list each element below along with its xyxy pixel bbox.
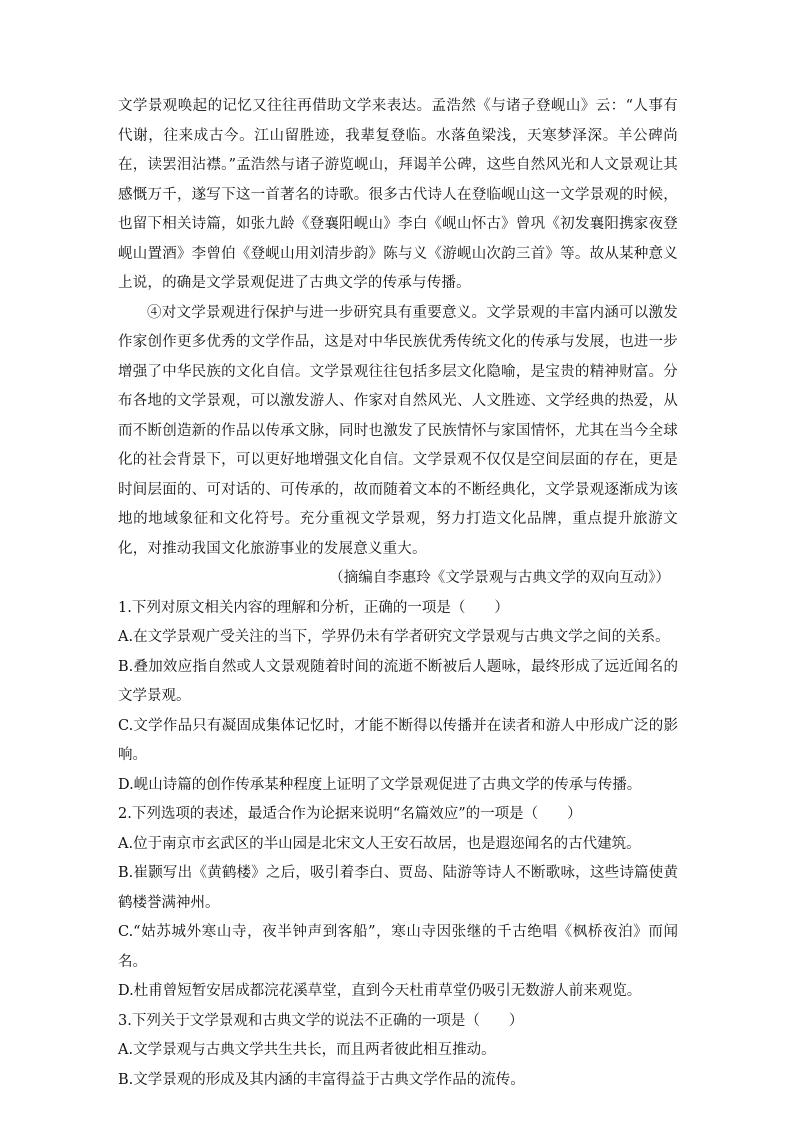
question-stem: 3.下列关于文学景观和古典文学的说法不正确的一项是（ ） (118, 1012, 524, 1029)
option-a: A.在文学景观广受关注的当下，学界仍未有学者研究文学景观与古典文学之间的关系。 (118, 629, 670, 645)
document-page (118, 92, 678, 1095)
question-1 (118, 594, 678, 801)
option-a: A.文学景观与古典文学共生共长，而且两者彼此相互推动。 (118, 1042, 496, 1058)
passage-paragraph-3: 文学景观唤起的记忆又往往再借助文学来表达。孟浩然《与诸子登岘山》云：“人事有代谢，往来成古今。江山留胜迹，我辈复登临。水落鱼梁浅，天寒梦泽深。羊公碑尚在，读罢泪沾襟。”孟浩然与诸子游览岘山，拜谒羊公碑，这些自然风光和人文景观让其感慨万千，遂写下这一首著名的诗歌。很多古代诗人在登临岘山这一文学景观的时候，也留下相关诗篇，如张九龄《登襄阳岘山》李白《岘山怀古》曾巩《初发襄阳携家夜登岘山置酒》李曾伯《登岘山用刘清步韵》陈与义《游岘山次韵三首》等。故从某种意义上说，的确是文学景观促进了古典文学的传承与传播。 (118, 98, 678, 291)
question-3 (118, 1007, 678, 1096)
option-c: C.文学作品只有凝固成集体记忆时，才能不断得以传播并在读者和游人中形成广泛的影响。 (118, 717, 678, 763)
question-2 (118, 800, 678, 1007)
question-stem: 1.下列对原文相关内容的理解和分析，正确的一项是（ ） (118, 599, 509, 616)
option-b: B.文学景观的形成及其内涵的丰富得益于古典文学作品的流传。 (118, 1071, 525, 1088)
option-c: C.“姑苏城外寒山寺，夜半钟声到客船”，寒山寺因张继的千古绝唱《枫桥夜泊》而闻名。 (118, 924, 678, 970)
option-b: B.叠加效应指自然或人文景观随着时间的流逝不断被后人题咏，最终形成了远近闻名的文学景观。 (118, 658, 678, 704)
option-d: D.杜甫曾短暂安居成都浣花溪草堂，直到今天杜甫草堂仍吸引无数游人前来观览。 (118, 983, 642, 999)
question-stem: 2.下列选项的表述，最适合作为论据来说明“名篇效应”的一项是（ ） (118, 806, 582, 822)
passage-paragraph-4: ④对文学景观进行保护与进一步研究具有重要意义。文学景观的丰富内涵可以激发作家创作更多优秀的文学作品，这是对中华民族优秀传统文化的传承与发展，也进一步增强了中华民族的文化自信。文学景观往往包括多层文化隐喻，是宝贵的精神财富。分布各地的文学景观，可以激发游人、作家对自然风光、人文胜迹、文学经典的热爱，从而不断创造新的作品以传承文脉，同时也激发了民族情怀与家国情怀，尤其在当今全球化的社会背景下，可以更好地增强文化自信。文学景观不仅仅是空间层面的存在，更是时间层面的、可对话的、可传承的，故而随着文本的不断经典化，文学景观逐渐成为该地的地域象征和文化符号。充分重视文学景观，努力打造文化品牌，重点提升旅游文化，对推动我国文化旅游事业的发展意义重大。 (118, 304, 678, 557)
option-d: D.岘山诗篇的创作传承某种程度上证明了文学景观促进了古典文学的传承与传播。 (118, 776, 642, 793)
option-a: A.位于南京市玄武区的半山园是北宋文人王安石故居，也是遐迩闻名的古代建筑。 (118, 835, 641, 852)
option-b: B.崔颢写出《黄鹤楼》之后，吸引着李白、贾岛、陆游等诗人不断歌咏，这些诗篇使黄鹤楼誉满神州。 (118, 865, 678, 911)
passage-source: （摘编自李惠玲《文学景观与古典文学的双向互动》） (329, 570, 670, 586)
